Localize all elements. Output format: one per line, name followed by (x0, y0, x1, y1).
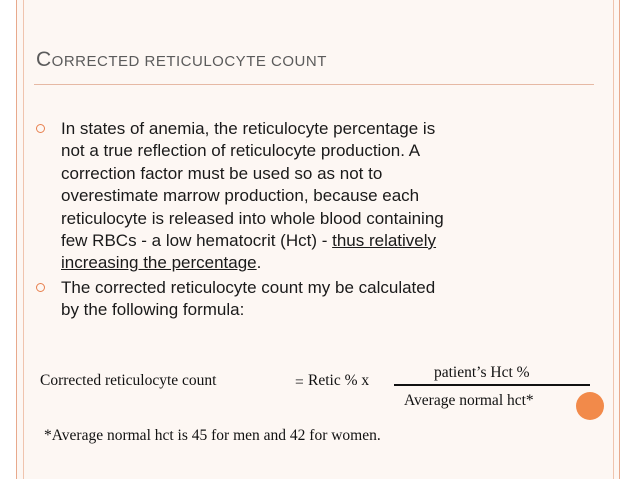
frame-line-left (23, 0, 24, 479)
bullet1-underlined-2: increasing the percentage (61, 253, 257, 273)
title-divider (34, 84, 594, 85)
formula-image (40, 360, 600, 450)
bullet2-line2: by the following formula: (61, 300, 245, 320)
bullet1-line3: correction factor must be used so as not to (61, 163, 383, 183)
circle-bullet-icon (36, 283, 45, 292)
bullet1-line2: not a true reflection of reticulocyte production. A (61, 141, 421, 161)
bullet1-line4: overestimate marrow production, because each (61, 186, 420, 206)
fraction-bar (394, 384, 590, 386)
formula-retic: Retic % x (308, 372, 370, 389)
bullet2-line1: The corrected reticulocyte count my be calculated (61, 277, 436, 297)
formula-numerator: patient’s Hct % (434, 364, 530, 381)
bullet-list (36, 118, 536, 324)
bullet1-line6: few RBCs - a low hematocrit (Hct) - (61, 231, 333, 251)
slide-title (36, 48, 327, 72)
title-first-letter: C (36, 48, 52, 71)
bullet-item-2 (36, 277, 536, 322)
bullet1-underlined-1: thus relatively (332, 231, 437, 251)
formula-footnote: *Average normal hct is 45 for men and 42 for women. (44, 427, 381, 444)
frame-line-right (613, 0, 614, 479)
bullet1-line5: reticulocyte is released into whole blood containing (61, 208, 444, 228)
bullet-item-1 (36, 118, 536, 275)
bullet1-end: . (256, 253, 262, 273)
title-rest: ORRECTED RETICULOCYTE COUNT (51, 53, 327, 70)
formula-denominator: Average normal hct* (404, 392, 534, 409)
bullet1-line1: In states of anemia, the reticulocyte percentage is (61, 119, 436, 138)
formula-lhs: Corrected reticulocyte count (40, 372, 217, 389)
circle-bullet-icon (36, 124, 45, 133)
formula-equals: = (295, 374, 304, 391)
decorative-orange-circle (576, 392, 604, 420)
